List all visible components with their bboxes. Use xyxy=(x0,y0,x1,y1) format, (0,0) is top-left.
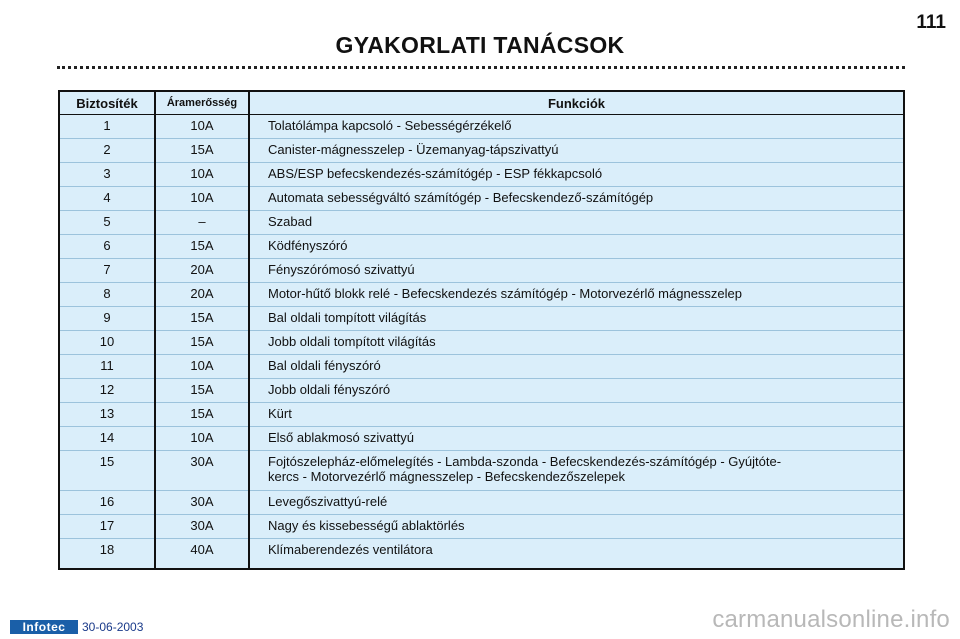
function-cell: Automata sebességváltó számítógép - Befecskendező-számítógép xyxy=(249,187,904,211)
amperage-cell: 10A xyxy=(155,355,249,379)
fuse-number-cell: 1 xyxy=(59,115,155,139)
fuse-number-cell: 2 xyxy=(59,139,155,163)
function-cell: Első ablakmosó szivattyú xyxy=(249,427,904,451)
amperage-cell: 30A xyxy=(155,515,249,539)
fuse-number-cell: 16 xyxy=(59,491,155,515)
page-title: GYAKORLATI TANÁCSOK xyxy=(335,32,625,58)
amperage-cell: 15A xyxy=(155,379,249,403)
infotec-logo: Infotec xyxy=(10,620,78,634)
fuse-number-cell: 18 xyxy=(59,539,155,570)
amperage-cell: – xyxy=(155,211,249,235)
function-cell: Jobb oldali tompított világítás xyxy=(249,331,904,355)
table-row xyxy=(59,491,904,515)
function-cell: Tolatólámpa kapcsoló - Sebességérzékelő xyxy=(249,115,904,139)
fuse-number-cell: 15 xyxy=(59,451,155,491)
amperage-cell: 20A xyxy=(155,259,249,283)
table-row xyxy=(59,427,904,451)
function-cell: Fényszórómosó szivattyú xyxy=(249,259,904,283)
table-row xyxy=(59,355,904,379)
fuse-number-cell: 7 xyxy=(59,259,155,283)
fuse-number-cell: 9 xyxy=(59,307,155,331)
amperage-cell: 10A xyxy=(155,187,249,211)
function-line: kercs - Motorvezérlő mágnesszelep - Befecskendezőszelepek xyxy=(268,469,625,484)
fuse-number-cell: 12 xyxy=(59,379,155,403)
function-cell: Nagy és kissebességű ablaktörlés xyxy=(249,515,904,539)
amperage-cell: 20A xyxy=(155,283,249,307)
amperage-cell: 10A xyxy=(155,163,249,187)
page-number: 111 xyxy=(916,12,946,33)
function-cell: Klímaberendezés ventilátora xyxy=(268,542,433,557)
function-cell: Jobb oldali fényszóró xyxy=(249,379,904,403)
function-line: Fojtószelepház-előmelegítés - Lambda-szonda - Befecskendezés-számítógép - Gyújtóte- xyxy=(268,454,782,469)
amperage-cell: 15A xyxy=(155,139,249,163)
table-row xyxy=(59,331,904,355)
amperage-cell: 30A xyxy=(155,451,249,491)
table-row xyxy=(59,211,904,235)
fuse-table-body xyxy=(59,115,904,570)
amperage-cell: 10A xyxy=(155,115,249,139)
table-row xyxy=(59,283,904,307)
table-row xyxy=(59,139,904,163)
function-cell: Ködfényszóró xyxy=(249,235,904,259)
function-cell: Szabad xyxy=(249,211,904,235)
fuse-number-cell: 14 xyxy=(59,427,155,451)
fuse-number-cell: 6 xyxy=(59,235,155,259)
table-row xyxy=(59,187,904,211)
function-cell: Canister-mágnesszelep - Üzemanyag-tápszivattyú xyxy=(249,139,904,163)
table-row xyxy=(59,307,904,331)
title-divider xyxy=(57,66,905,69)
table-row xyxy=(59,115,904,139)
fuse-table xyxy=(58,90,905,570)
fuse-number-cell: 5 xyxy=(59,211,155,235)
column-header-function: Funkciók xyxy=(249,91,904,115)
fuse-number-cell: 17 xyxy=(59,515,155,539)
amperage-cell: 40A xyxy=(155,539,249,570)
column-header-fuse: Biztosíték xyxy=(59,91,155,115)
table-row xyxy=(59,235,904,259)
fuse-number-cell: 13 xyxy=(59,403,155,427)
function-cell: ABS/ESP befecskendezés-számítógép - ESP fékkapcsoló xyxy=(249,163,904,187)
fuse-number-cell: 8 xyxy=(59,283,155,307)
table-row xyxy=(59,403,904,427)
column-header-amperage: Áramerősség xyxy=(155,91,249,115)
amperage-cell: 30A xyxy=(155,491,249,515)
table-row xyxy=(59,451,904,491)
function-cell: Bal oldali tompított világítás xyxy=(249,307,904,331)
watermark: carmanualsonline.info xyxy=(712,606,950,633)
table-header-row xyxy=(59,91,904,115)
publication-date: 30-06-2003 xyxy=(82,620,144,634)
fuse-number-cell: 10 xyxy=(59,331,155,355)
function-cell: Levegőszivattyú-relé xyxy=(249,491,904,515)
amperage-cell: 15A xyxy=(155,331,249,355)
amperage-cell: 15A xyxy=(155,307,249,331)
table-row xyxy=(59,259,904,283)
fuse-number-cell: 4 xyxy=(59,187,155,211)
function-cell: Bal oldali fényszóró xyxy=(249,355,904,379)
amperage-cell: 10A xyxy=(155,427,249,451)
table-row xyxy=(59,379,904,403)
table-row xyxy=(59,539,904,570)
amperage-cell: 15A xyxy=(155,235,249,259)
function-cell: Motor-hűtő blokk relé - Befecskendezés számítógép - Motorvezérlő mágnesszelep xyxy=(249,283,904,307)
function-cell xyxy=(249,451,904,491)
fuse-number-cell: 11 xyxy=(59,355,155,379)
amperage-cell: 15A xyxy=(155,403,249,427)
fuse-number-cell: 3 xyxy=(59,163,155,187)
table-row xyxy=(59,515,904,539)
function-cell: Kürt xyxy=(249,403,904,427)
table-row xyxy=(59,163,904,187)
